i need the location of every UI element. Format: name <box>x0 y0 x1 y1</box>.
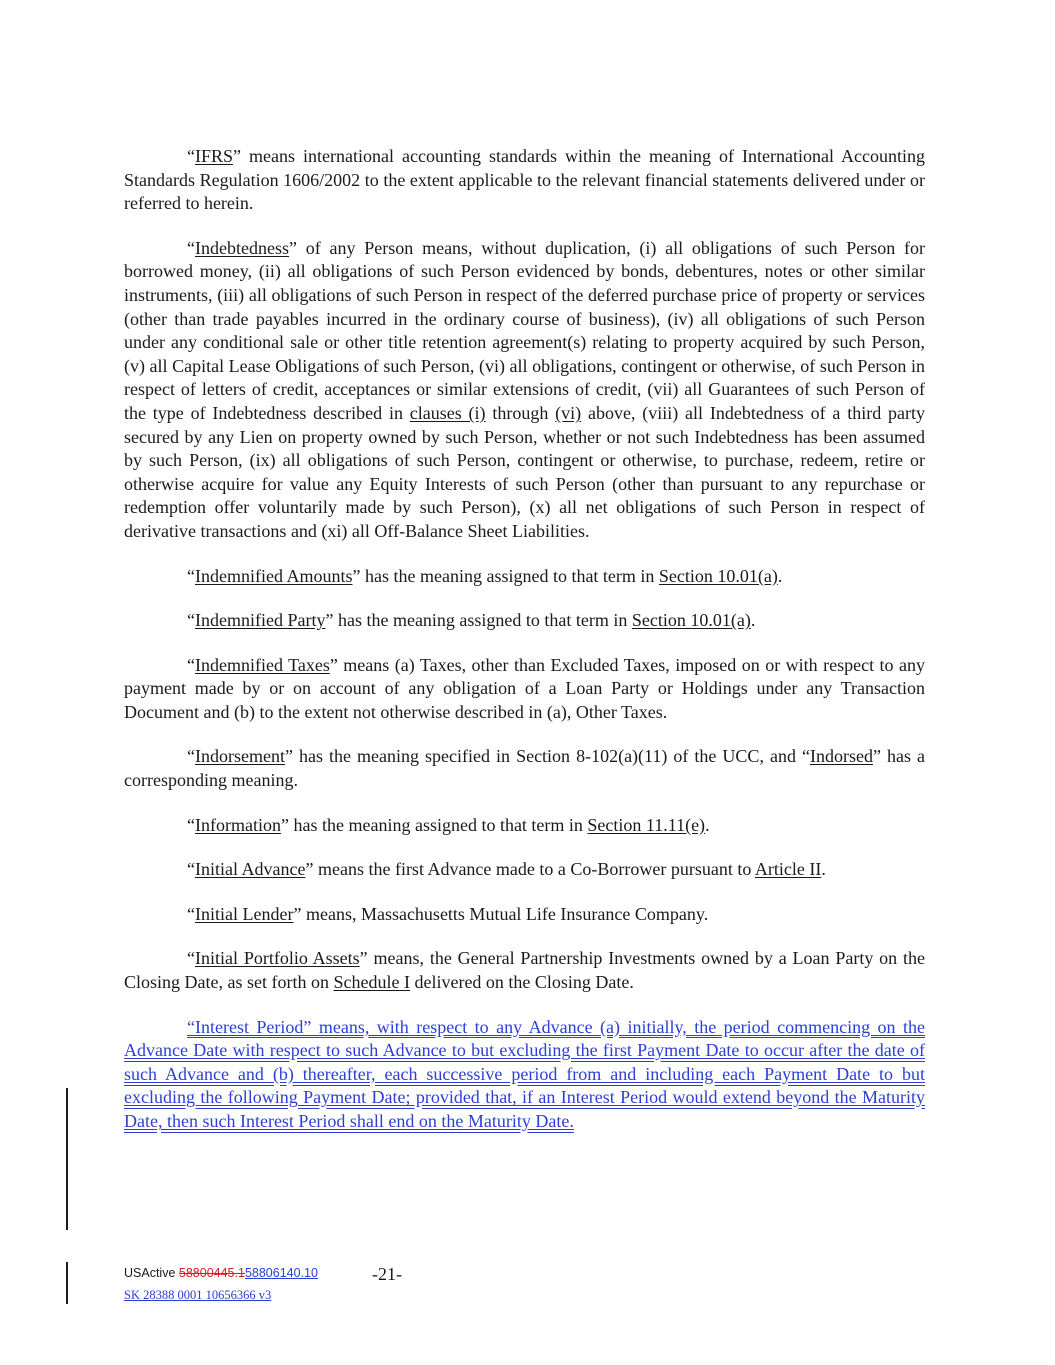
defined-term: Indemnified Taxes <box>195 654 330 675</box>
page-number: -21- <box>372 1264 402 1284</box>
change-bar-interest-period <box>66 1088 68 1230</box>
cross-reference: Section 10.01(a) <box>631 610 751 631</box>
inserted-text: “Interest Period” means, with respect to any Advance (a) initially, the period commencing on the Advance Date with respect to such Advance to but excluding the first Payment Date to occur after the date of such Advance and (b) thereafter, each successive period from and including each Payment Date to but excluding the following Payment Date; provided that, if an Interest Period would extend beyond the Maturity Date, then such Interest Period shall end on the Maturity Date. <box>124 1016 925 1131</box>
defined-term: Indebtedness <box>195 237 289 258</box>
deleted-doc-id: 58800445.1 <box>178 1266 245 1280</box>
cross-reference: Section 11.11(e) <box>587 814 706 835</box>
definition-indebtedness: “Indebtedness” of any Person means, without duplication, (i) all obligations of such Person for borrowed money, (ii) all obligations of such Person evidenced by bonds, debentures, notes or other similar instruments, (iii) all obligations of such Person in respect of the deferred purchase price of property or services (other than trade payables incurred in the ordinary course of business), (iv) all obligations of such Person under any conditional sale or other title retention agreement(s) relating to property acquired by such Person, (v) all Capital Lease Obligations of such Person, (vi) all obligations, contingent or otherwise, of such Person in respect of letters of credit, acceptances or similar extensions of credit, (vii) all Guarantees of such Person of the type of Indebtedness described in clauses (i) through (vi) above, (viii) all Indebtedness of a third party secured by any Lien on property owned by such Person, whether or not such Indebtedness has been assumed by such Person, (ix) all obligations of such Person, contingent or otherwise, to purchase, redeem, retire or otherwise acquire for value any Equity Interests of such Person (other than pursuant to any repurchase or redemption offer voluntarily made by such Person), (x) all net obligations of such Person in respect of derivative transactions and (xi) all Off-Balance Sheet Liabilities. <box>124 237 926 541</box>
defined-term: Information <box>195 814 281 835</box>
defined-term: Indemnified Amounts <box>195 565 353 586</box>
cross-reference: (vi) <box>555 402 582 423</box>
definition-information: “Information” has the meaning assigned to that term in Section 11.11(e). <box>187 814 710 835</box>
document-page <box>124 145 925 1155</box>
defined-term: Initial Lender <box>195 903 294 924</box>
defined-term: Indorsement <box>195 746 285 767</box>
defined-term: Indemnified Party <box>195 610 326 631</box>
sk-doc-id: SK 28388 0001 10656366 v3 <box>124 1288 272 1302</box>
change-bar-footer <box>66 1262 68 1304</box>
defined-term: Initial Advance <box>195 859 306 880</box>
cross-reference: Schedule I <box>333 972 410 993</box>
footer-doc-id: USActive 58800445.158806140.10 <box>124 1266 318 1280</box>
cross-reference: Section 10.01(a) <box>658 565 778 586</box>
cross-reference: Article II <box>754 859 822 880</box>
definition-indorsement: “Indorsement” has the meaning specified in Section 8-102(a)(11) of the UCC, and “Indorsed” has a corresponding meaning. <box>124 746 926 791</box>
inserted-doc-id: 58806140.10 <box>244 1266 318 1280</box>
defined-term: IFRS <box>195 146 234 166</box>
cross-reference: clauses (i) <box>409 402 486 423</box>
definition-interest-period-inserted <box>124 1016 925 1134</box>
definition-initial-advance: “Initial Advance” means the first Advance made to a Co-Borrower pursuant to Article II. <box>187 859 826 880</box>
definition-indemnified-party: “Indemnified Party” has the meaning assigned to that term in Section 10.01(a). <box>187 610 756 631</box>
definition-initial-lender: “Initial Lender” means, Massachusetts Mutual Life Insurance Company. <box>187 903 709 924</box>
defined-term: Indorsed <box>809 746 873 767</box>
defined-term: Initial Portfolio Assets <box>195 948 360 969</box>
definition-ifrs: “IFRS” means international accounting standards within the meaning of International Accounting Standards Regulation 1606/2002 to the extent applicable to the relevant financial statements delivered under or referred to herein. <box>124 146 925 214</box>
definition-initial-portfolio-assets: “Initial Portfolio Assets” means, the General Partnership Investments owned by a Loan Party on the Closing Date, as set forth on Schedule I delivered on the Closing Date. <box>124 948 926 993</box>
definition-indemnified-taxes: “Indemnified Taxes” means (a) Taxes, other than Excluded Taxes, imposed on or with respect to any payment made by or on account of any obligation of a Loan Party or Holdings under any Transaction Document and (b) to the extent not otherwise described in (a), Other Taxes. <box>124 654 926 722</box>
definition-indemnified-amounts: “Indemnified Amounts” has the meaning assigned to that term in Section 10.01(a). <box>187 565 783 586</box>
